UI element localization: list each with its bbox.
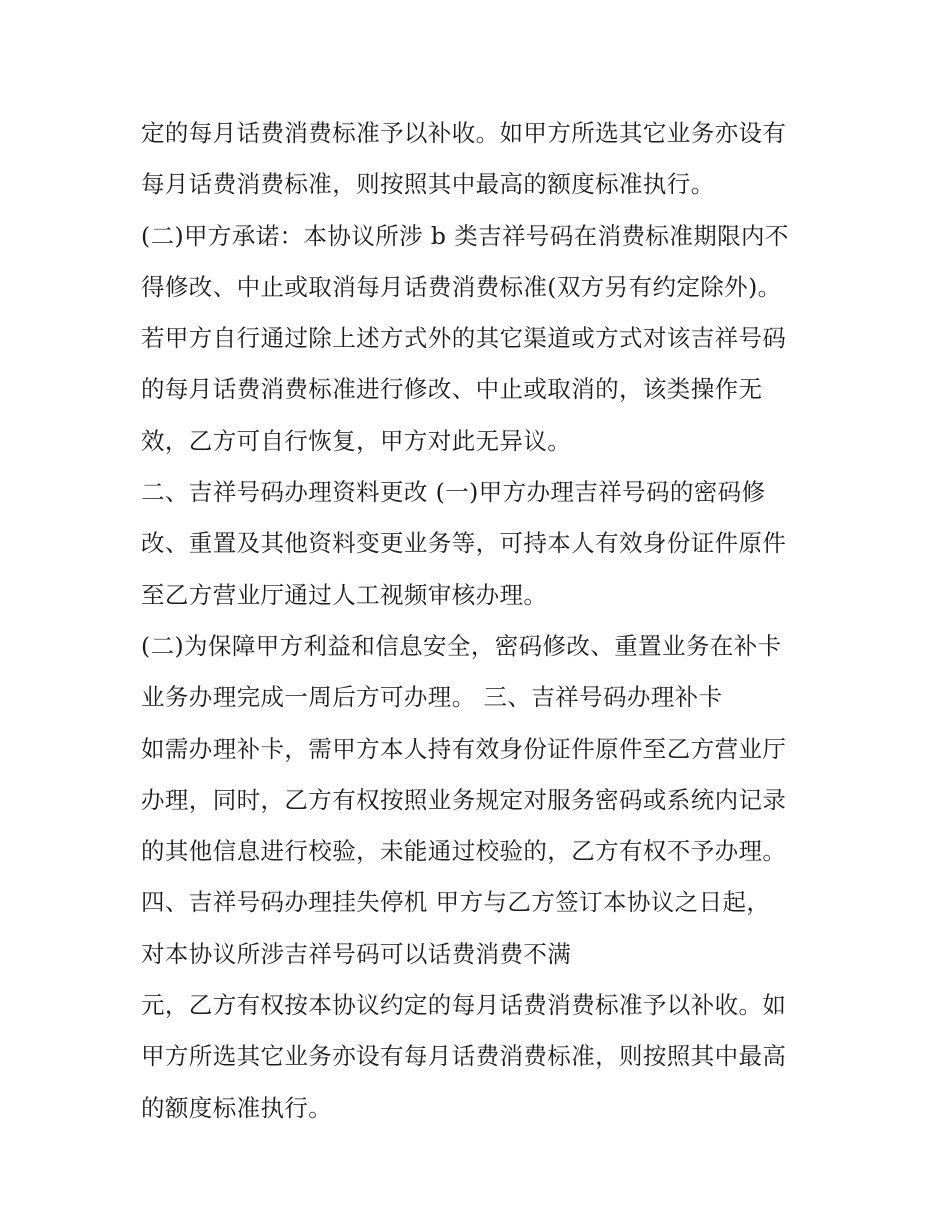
text-line: (二)为保障甲方利益和信息安全，密码修改、重置业务在补卡 [141, 631, 782, 660]
text-line: 的额度标准执行。 [141, 1093, 333, 1122]
text-line: 办理，同时，乙方有权按照业务规定对服务密码或系统内记录 [141, 785, 787, 814]
text-line: 得修改、中止或取消每月话费消费标准(双方另有约定除外)。 [141, 272, 782, 301]
text-line: 甲方所选其它业务亦设有每月话费消费标准，则按照其中最高 [141, 1042, 787, 1071]
text-line: 对本协议所涉吉祥号码可以话费消费不满 [141, 939, 572, 968]
text-line: 效，乙方可自行恢复，甲方对此无异议。 [141, 426, 572, 455]
text-line: 的其他信息进行校验，未能通过校验的，乙方有权不予办理。 [141, 837, 787, 866]
text-line: 二、吉祥号码办理资料更改 (一)甲方办理吉祥号码的密码修 [141, 478, 766, 507]
text-line: 的每月话费消费标准进行修改、中止或取消的，该类操作无 [141, 375, 763, 404]
text-line: 如需办理补卡，需甲方本人持有效身份证件原件至乙方营业厅 [141, 734, 787, 763]
text-line: 至乙方营业厅通过人工视频审核办理。 [141, 580, 548, 609]
text-line: (二)甲方承诺：本协议所涉 b 类吉祥号码在消费标准期限内不 [141, 221, 789, 250]
text-line: 改、重置及其他资料变更业务等，可持本人有效身份证件原件 [141, 529, 787, 558]
text-line: 若甲方自行通过除上述方式外的其它渠道或方式对该吉祥号码 [141, 324, 787, 353]
text-line: 每月话费消费标准，则按照其中最高的额度标准执行。 [141, 170, 715, 199]
text-line: 业务办理完成一周后方可办理。 三、吉祥号码办理补卡 [141, 683, 723, 712]
text-line: 四、吉祥号码办理挂失停机 甲方与乙方签订本协议之日起， [141, 888, 771, 917]
document-body [141, 111, 841, 1137]
text-line: 元，乙方有权按本协议约定的每月话费消费标准予以补收。如 [141, 991, 787, 1020]
text-line: 定的每月话费消费标准予以补收。如甲方所选其它业务亦设有 [141, 119, 787, 147]
